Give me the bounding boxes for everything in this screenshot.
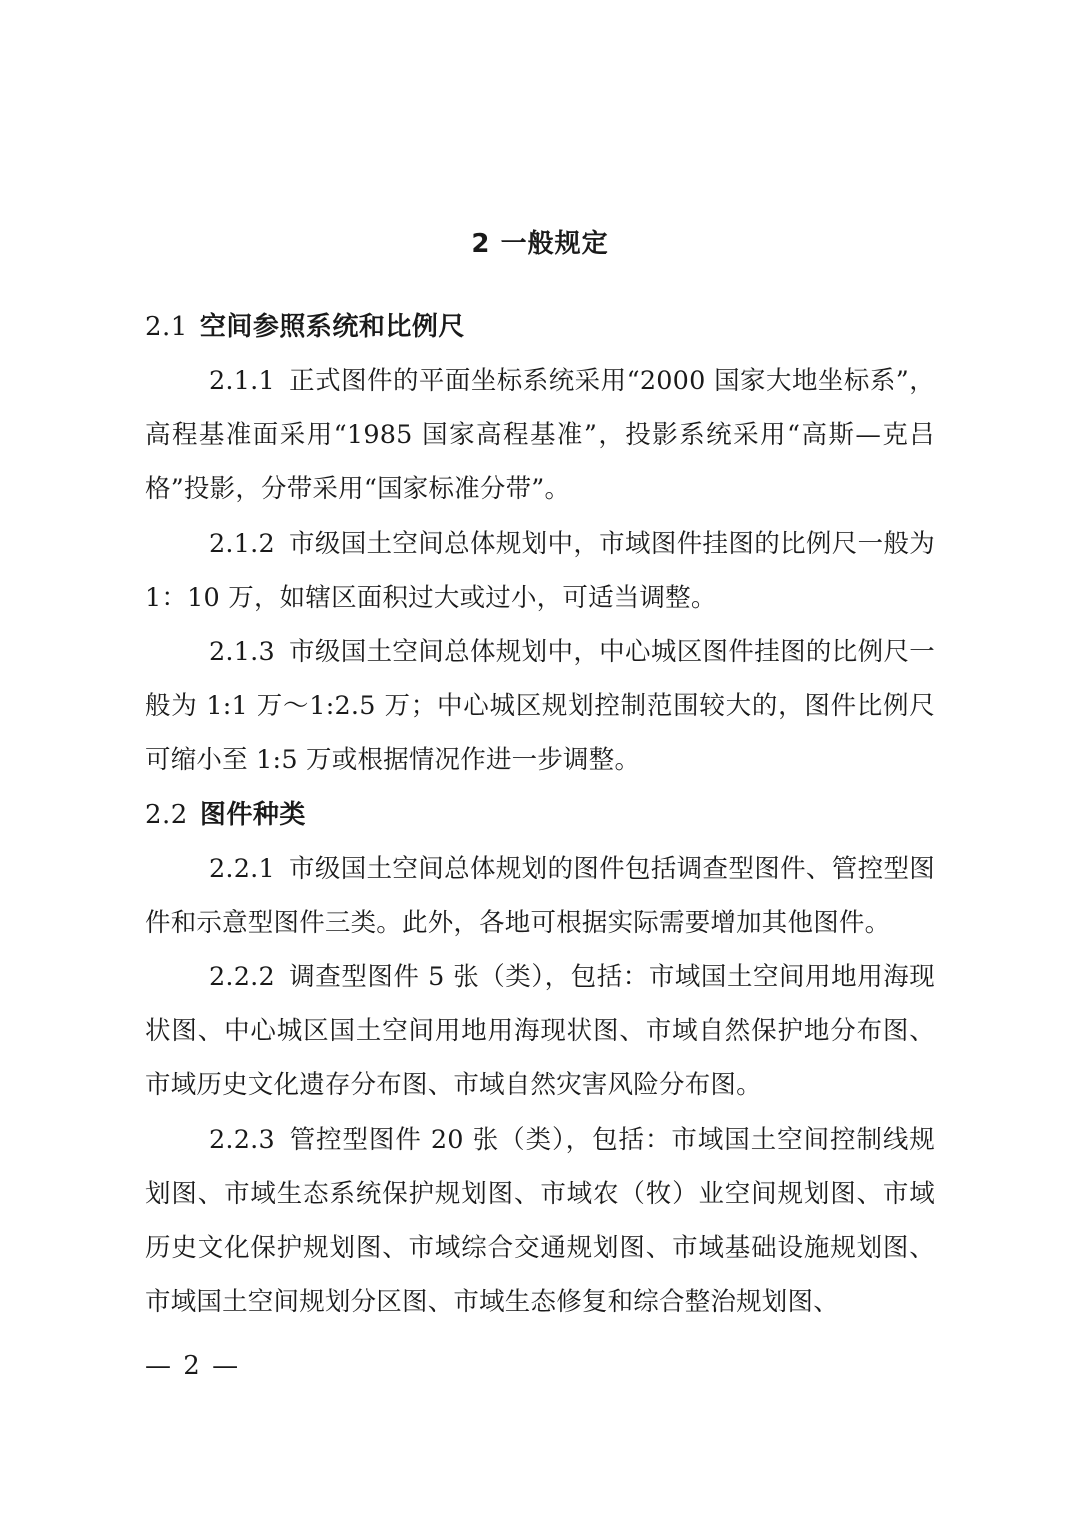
- clause-2-1-1: [145, 354, 935, 517]
- section-title-text: 图件种类: [199, 799, 306, 830]
- chapter-title: 2 一般规定: [471, 229, 609, 259]
- section-heading-2-2: [145, 788, 935, 842]
- clause-2-1-2: [145, 517, 935, 625]
- clause-text: 市级国土空间总体规划的图件包括调查型图件、管控型图件和示意型图件三类。此外，各地可根据实际需要增加其他图件。: [145, 853, 935, 938]
- clause-text: 调查型图件 5 张（类），包括：市域国土空间用地用海现状图、中心城区国土空间用地用海现状图、市域自然保护地分布图、市域历史文化遗存分布图、市域自然灾害风险分布图。: [145, 962, 935, 1101]
- clause-2-2-1: [145, 842, 935, 950]
- clause-2-1-3: [145, 625, 935, 788]
- clause-number: 2.2.2: [209, 962, 275, 993]
- section-heading-2-1: [145, 300, 935, 354]
- clause-2-2-2: [145, 950, 935, 1113]
- clause-text: 市级国土空间总体规划中，中心城区图件挂图的比例尺一般为 1:1 万～1:2.5 万；中心城区规划控制范围较大的，图件比例尺可缩小至 1:5 万或根据情况作进一步调整。: [145, 637, 935, 776]
- clause-number: 2.1.1: [209, 366, 275, 396]
- document-body: [145, 300, 935, 1329]
- page-number: — 2 —: [145, 1351, 241, 1381]
- section-title-text: 空间参照系统和比例尺: [199, 312, 465, 342]
- section-number: 2.2: [145, 799, 188, 830]
- clause-text: 正式图件的平面坐标系统采用“2000 国家大地坐标系”，高程基准面采用“1985 国家高程基准”，投影系统采用“高斯—克吕格”投影，分带采用“国家标准分带”。: [145, 366, 935, 505]
- clause-number: 2.1.3: [209, 637, 275, 668]
- clause-number: 2.2.3: [209, 1124, 275, 1155]
- clause-text: 管控型图件 20 张（类），包括：市域国土空间控制线规划图、市域生态系统保护规划图、市域农（牧）业空间规划图、市域历史文化保护规划图、市域综合交通规划图、市域基础设施规划图、市域国土空间规划分区图、市域生态修复和综合整治规划图、: [145, 1124, 935, 1318]
- section-number: 2.1: [145, 312, 188, 342]
- clause-number: 2.1.2: [209, 528, 275, 559]
- clause-text: 市级国土空间总体规划中，市域图件挂图的比例尺一般为 1：10 万，如辖区面积过大或过小，可适当调整。: [145, 528, 935, 613]
- clause-number: 2.2.1: [209, 853, 275, 884]
- clause-2-2-3: [145, 1113, 935, 1330]
